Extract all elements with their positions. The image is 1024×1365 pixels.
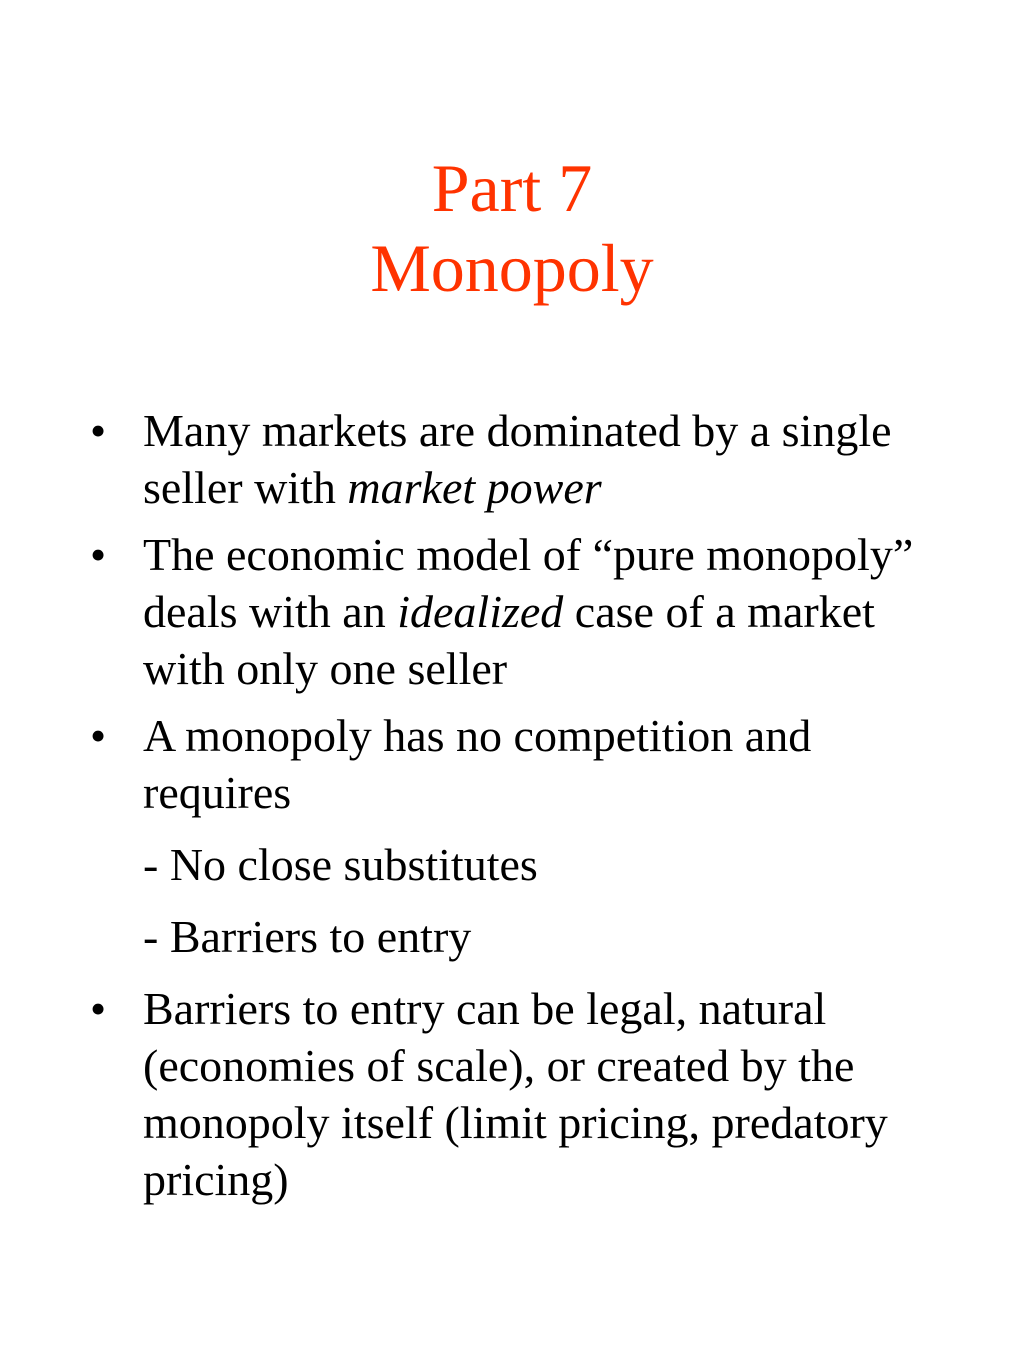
bullet-emphasis: idealized: [397, 586, 564, 637]
bullet-item-pure-monopoly: [82, 526, 962, 697]
bullet-text: Barriers to entry can be legal, natural (economies of scale), or created by the monopoly itself (limit pricing, predatory pricing): [143, 983, 888, 1205]
bullet-dot-icon: •: [90, 529, 107, 580]
bullet-list: [82, 402, 962, 1218]
title-line-2: Monopoly: [370, 230, 654, 306]
sub-item-barriers: - Barriers to entry: [143, 911, 472, 962]
bullet-dot-icon: •: [90, 983, 107, 1034]
bullet-dot-icon: •: [90, 710, 107, 761]
bullet-dot-icon: •: [90, 405, 107, 456]
title-line-1: Part 7: [431, 150, 593, 226]
slide-title: [0, 148, 1024, 308]
bullet-item-market-power: [82, 402, 962, 516]
bullet-text: The economic model of “pure monopoly” deals with an: [143, 529, 914, 637]
bullet-emphasis: market power: [347, 462, 602, 513]
bullet-item-barriers-to-entry: [82, 980, 962, 1208]
bullet-text-tail: case of a market with only one seller: [143, 586, 875, 694]
bullet-text: Many markets are dominated by a single seller with: [143, 405, 892, 513]
sub-item-no-substitutes: - No close substitutes: [143, 839, 538, 890]
bullet-item-requirements: [82, 707, 962, 821]
bullet-text: A monopoly has no competition and requires: [143, 710, 812, 818]
